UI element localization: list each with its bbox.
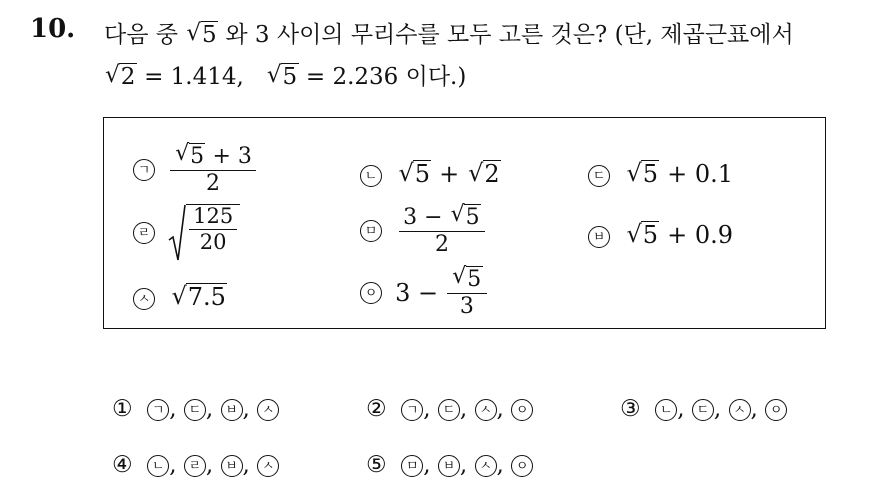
option-ieung: ㅇ 3 − √ $\frac{5}{3}$	[360, 266, 487, 319]
choice-3[interactable]: ③ ㄴ , ㄷ , ㅅ , ㅇ	[620, 396, 787, 422]
option-mark-siot: ㅅ	[133, 288, 155, 310]
option-siot: ㅅ √ 7.5	[133, 283, 227, 312]
option-mark-digeut: ㄷ	[588, 165, 610, 187]
question-number: 10.	[30, 14, 76, 44]
fraction-c: √ $\frac{5}{3}$	[447, 266, 486, 319]
option-rieul	[133, 204, 240, 262]
fraction-a: √ $\frac{5 + 3}{2}$	[170, 143, 256, 196]
big-sqrt: $\frac{125}{20}$	[168, 204, 240, 262]
sqrt-5-b: √ 5	[267, 63, 299, 90]
option-nieun: ㄴ √ 5 + √ 2	[360, 160, 501, 189]
option-mark-giyeok: ㄱ	[133, 159, 155, 181]
option-mark-nieun: ㄴ	[360, 165, 382, 187]
question-text-a: 다음 중	[104, 22, 178, 48]
option-mieum	[360, 204, 485, 257]
choice-5[interactable]: ⑤ ㅁ , ㅂ , ㅅ , ㅇ	[366, 452, 533, 478]
question-line-1	[104, 16, 794, 49]
question-text-b: 와 3 사이의 무리수를 모두 고른 것은? (단, 제곱근표에서	[225, 22, 794, 48]
option-mark-bieup: ㅂ	[588, 226, 610, 248]
sqrt-5: √ 5	[186, 21, 218, 48]
sqrt2-value: = 1.414,	[144, 64, 244, 90]
question-line-2	[104, 58, 466, 91]
option-mark-ieung: ㅇ	[360, 282, 382, 304]
fraction-b: $\frac{3 - √ 5}{2}$	[399, 204, 485, 257]
choice-4[interactable]: ④ ㄴ , ㄹ , ㅂ , ㅅ	[112, 452, 279, 478]
sqrt5-value: = 2.236 이다.)	[305, 64, 467, 90]
option-mark-rieul: ㄹ	[133, 222, 155, 244]
option-giyeok	[133, 143, 256, 196]
option-mark-mieum: ㅁ	[360, 220, 382, 242]
option-digeut: ㄷ √ 5 + 0.1	[588, 160, 733, 189]
choice-2[interactable]: ② ㄱ , ㄷ , ㅅ , ㅇ	[366, 396, 533, 422]
sqrt-2: √ 2	[105, 63, 137, 90]
choice-1[interactable]: ① ㄱ , ㄷ , ㅂ , ㅅ	[112, 396, 279, 422]
option-bieup: ㅂ √ 5 + 0.9	[588, 221, 733, 250]
